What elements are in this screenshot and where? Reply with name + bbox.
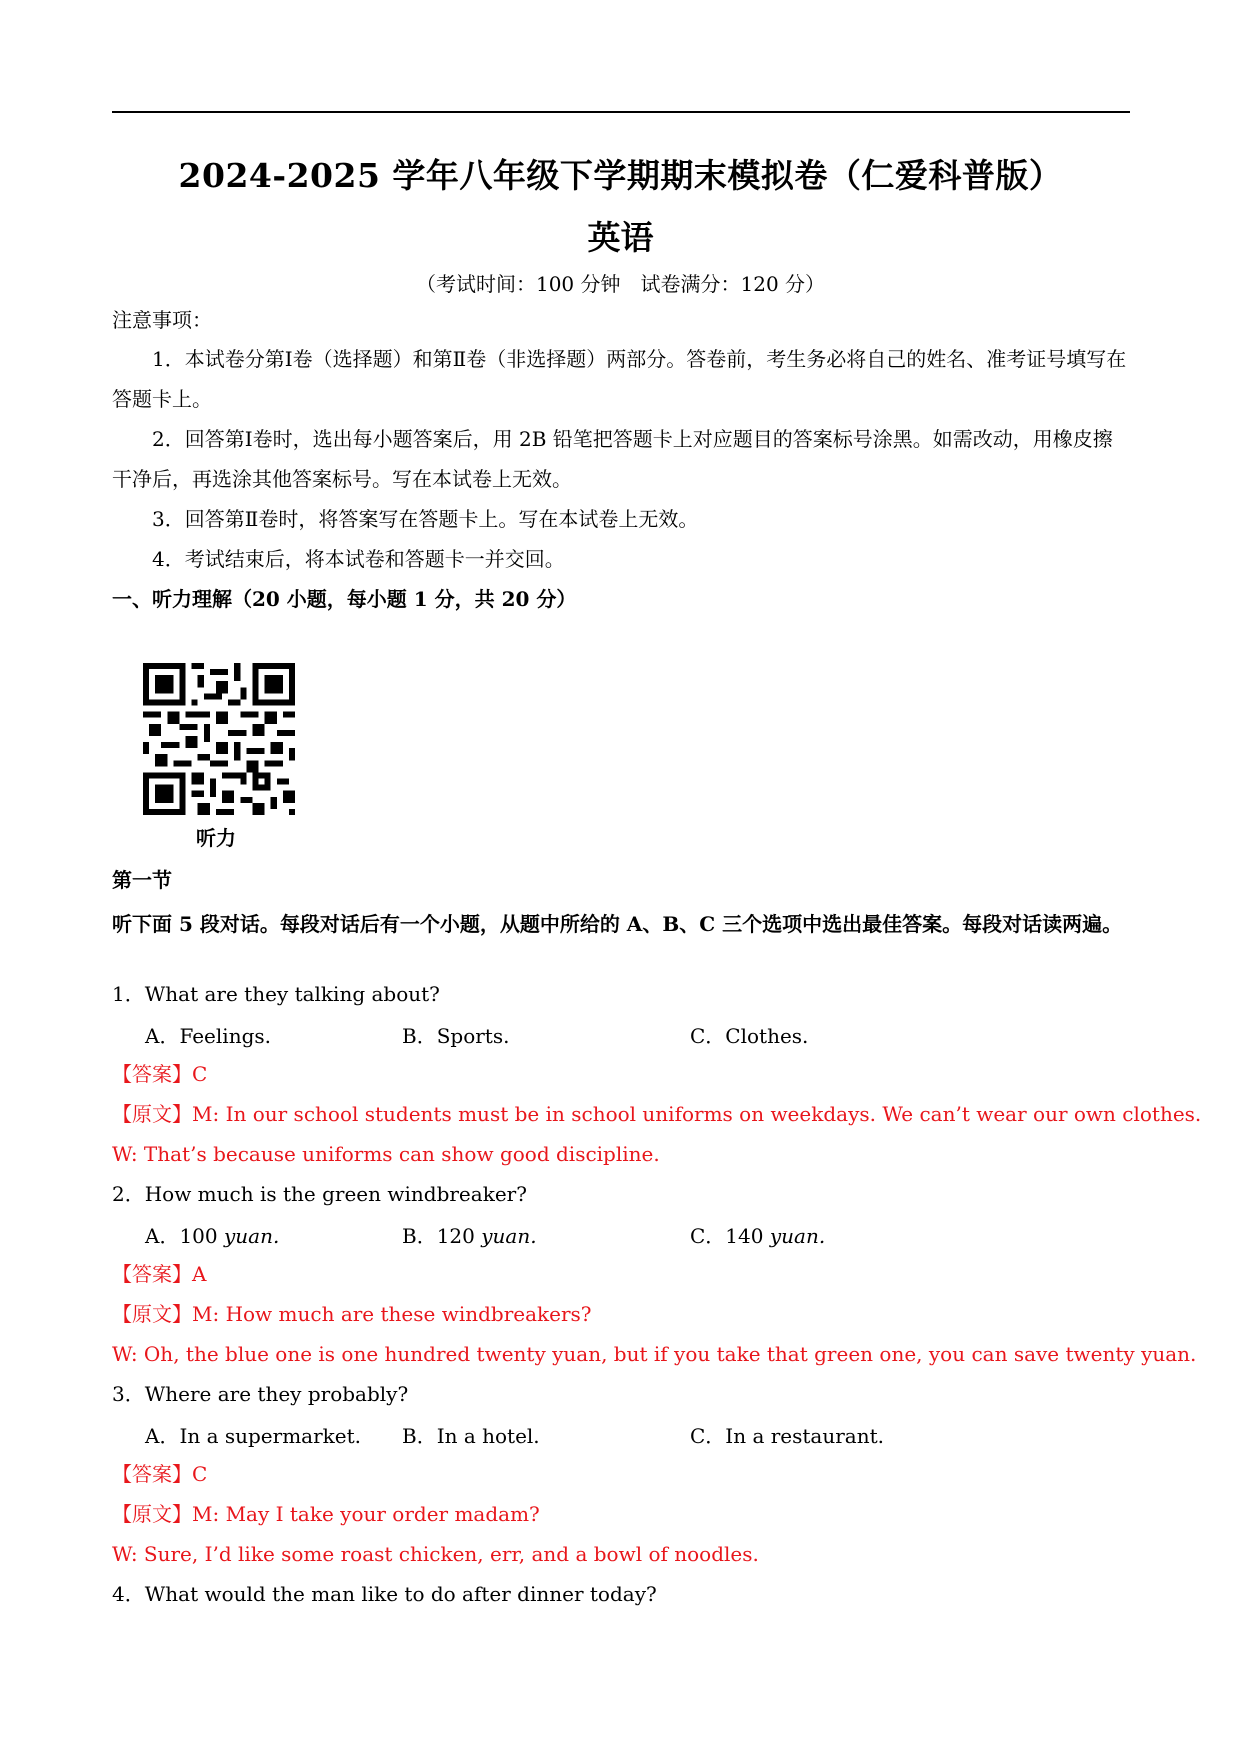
question-1-option-c: C．Clothes. [690, 1024, 809, 1048]
part-title: 第一节 [112, 868, 172, 892]
question-2-option-c: C．140 yuan. [690, 1224, 826, 1248]
script-label: 【原文】 [112, 1502, 192, 1526]
question-3-option-c: C．In a restaurant. [690, 1424, 884, 1448]
notice-item-4: 4．考试结束后，将本试卷和答题卡一并交回。 [152, 547, 565, 571]
question-3-option-b: B．In a hotel. [402, 1424, 540, 1448]
exam-title: 2024-2025 学年八年级下学期期末模拟卷（仁爱科普版） [178, 156, 1063, 195]
script-label: 【原文】 [112, 1302, 192, 1326]
question-3-stem: 3．Where are they probably? [112, 1382, 409, 1406]
script-text: M: In our school students must be in school uniforms on weekdays. We can’t wear our own clothes. [192, 1102, 1202, 1126]
question-1-stem: 1．What are they talking about? [112, 982, 440, 1006]
question-1-script-line-2: W: That’s because uniforms can show good discipline. [112, 1142, 660, 1166]
question-2-option-b: B．120 yuan. [402, 1224, 537, 1248]
question-2-option-a: A．100 yuan. [145, 1224, 280, 1248]
question-3-script-line-1 [112, 1500, 540, 1528]
notice-heading: 注意事项： [112, 308, 212, 332]
question-2-answer: 【答案】A [112, 1262, 207, 1286]
exam-info: （考试时间：100 分钟 试卷满分：120 分） [415, 272, 826, 296]
question-2-script-line-2: W: Oh, the blue one is one hundred twenty yuan, but if you take that green one, you can save twenty yuan. [112, 1342, 1197, 1366]
script-text: M: How much are these windbreakers? [192, 1302, 592, 1326]
qr-label: 听力 [196, 826, 236, 850]
header-rule [112, 111, 1130, 113]
notice-item-2: 2．回答第Ⅰ卷时，选出每小题答案后，用 2B 铅笔把答题卡上对应题目的答案标号涂黑。如需改动，用橡皮擦干净后，再选涂其他答案标号。写在本试卷上无效。 [112, 427, 1113, 491]
question-1-answer: 【答案】C [112, 1062, 208, 1086]
notice-item-1: 1．本试卷分第Ⅰ卷（选择题）和第Ⅱ卷（非选择题）两部分。答卷前，考生务必将自己的姓名、准考证号填写在答题卡上。 [112, 347, 1127, 411]
question-2-script-line-1 [112, 1300, 592, 1328]
script-text: M: May I take your order madam? [192, 1502, 540, 1526]
qr-code-icon [143, 663, 295, 815]
section-title: 一、听力理解（20 小题，每小题 1 分，共 20 分） [112, 587, 577, 611]
part-instruction: 听下面 5 段对话。每段对话后有一个小题，从题中所给的 A、B、C 三个选项中选出最佳答案。每段对话读两遍。 [112, 912, 1123, 936]
question-2-stem: 2．How much is the green windbreaker? [112, 1182, 527, 1206]
question-1-option-b: B．Sports. [402, 1024, 510, 1048]
script-label: 【原文】 [112, 1102, 192, 1126]
question-4-stem: 4．What would the man like to do after dinner today? [112, 1582, 657, 1606]
notice-item-3: 3．回答第Ⅱ卷时，将答案写在答题卡上。写在本试卷上无效。 [152, 507, 699, 531]
question-1-script-line-1 [112, 1100, 1201, 1128]
question-1-option-a: A．Feelings. [145, 1024, 271, 1048]
question-3-script-line-2: W: Sure, I’d like some roast chicken, err, and a bowl of noodles. [112, 1542, 759, 1566]
question-3-option-a: A．In a supermarket. [145, 1424, 362, 1448]
question-3-answer: 【答案】C [112, 1462, 208, 1486]
exam-subject: 英语 [587, 218, 654, 257]
